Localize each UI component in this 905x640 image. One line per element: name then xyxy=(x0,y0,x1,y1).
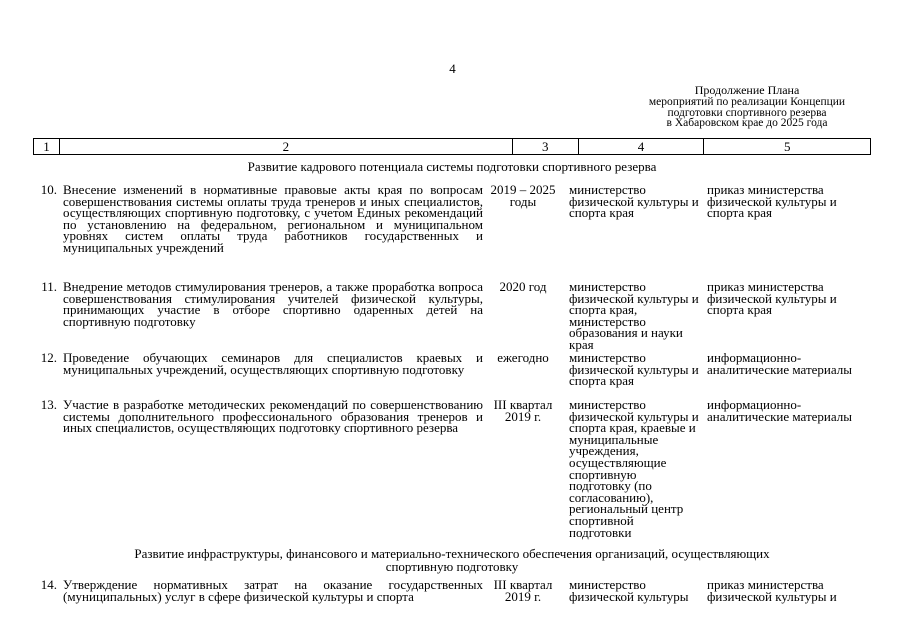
row-result: информационно-аналитические материалы xyxy=(707,397,852,424)
header-col-5: 5 xyxy=(783,139,791,154)
header-col-4: 4 xyxy=(579,139,705,154)
row-number: 14. xyxy=(40,577,57,592)
row-number: 10. xyxy=(40,182,57,197)
header-col-3: 3 xyxy=(513,139,579,154)
section-heading-staff: Развитие кадрового потенциала системы подготовки спортивного резерва xyxy=(247,159,657,174)
row-result: приказ министерства физической культуры и xyxy=(707,577,837,604)
continuation-line-1: Продолжение Плана xyxy=(694,83,800,97)
section-heading-infrastructure: Развитие инфраструктуры, финансового и материально-технического обеспечения организаций, осуществляющих спортивную подготовку xyxy=(134,546,770,574)
header-col-1: 1 xyxy=(34,139,60,154)
row-number: 13. xyxy=(40,397,57,412)
row-text: Внедрение методов стимулирования тренеров, а также проработка вопроса совершенствования стимулирования учителей физической культуры, принимающих участие в отборе спортивно одаренных детей на спортивную подготовку xyxy=(63,279,483,329)
continuation-heading xyxy=(627,84,867,129)
row-text: Утверждение нормативных затрат на оказание государственных (муниципальных) услуг в сфере физической культуры и спорта xyxy=(63,577,483,604)
header-col-2: 2 xyxy=(60,139,513,154)
row-text: Участие в разработке методических рекомендаций по совершенствованию системы дополнительного профессионального образования тренеров и иных специалистов, осуществляющих подготовку спортивного резерва xyxy=(63,397,483,436)
row-text: Внесение изменений в нормативные правовые акты края по вопросам совершенствования системы оплаты труда тренеров и иных специалистов, осуществляющих спортивную подготовку, с учетом Единых рекомендаций по установлению на федеральном, региональном и муниципальном уровнях систем оплаты труда работников государственных и муниципальных учреждений xyxy=(63,182,483,255)
continuation-line-2: мероприятий по реализации Концепции xyxy=(648,96,846,108)
row-result: информационно-аналитические материалы xyxy=(707,350,852,377)
row-term: ежегодно xyxy=(497,350,549,365)
row-text: Проведение обучающих семинаров для специалистов краевых и муниципальных учреждений, осуществляющих спортивную подготовку xyxy=(63,350,483,377)
row-term: 2019 – 2025 годы xyxy=(490,182,556,209)
row-executor: министерство физической культуры и спорта края xyxy=(569,350,699,389)
row-executor: министерство физической культуры и спорта края, министерство образования и науки края xyxy=(569,279,699,352)
row-executor: министерство физической культуры и спорта края, краевые и муниципальные учреждения, осуществляющие спортивную подготовку (по согласованию), региональный центр спортивной подготовки xyxy=(569,397,699,540)
row-term: 2020 год xyxy=(499,279,547,294)
row-number: 12. xyxy=(40,350,57,365)
row-executor: министерство физической культуры xyxy=(569,577,689,604)
row-term: III квартал 2019 г. xyxy=(493,577,553,604)
continuation-line-3: подготовки спортивного резерва xyxy=(667,106,827,119)
row-result: приказ министерства физической культуры и спорта края xyxy=(707,182,837,221)
row-result: приказ министерства физической культуры и спорта края xyxy=(707,279,837,318)
continuation-line-4: в Хабаровском крае до 2025 года xyxy=(666,117,828,129)
table-header xyxy=(33,138,871,155)
row-executor: министерство физической культуры и спорта края xyxy=(569,182,699,221)
page-number: 4 xyxy=(449,61,456,76)
row-term: III квартал 2019 г. xyxy=(493,397,553,424)
row-number: 11. xyxy=(41,279,57,294)
